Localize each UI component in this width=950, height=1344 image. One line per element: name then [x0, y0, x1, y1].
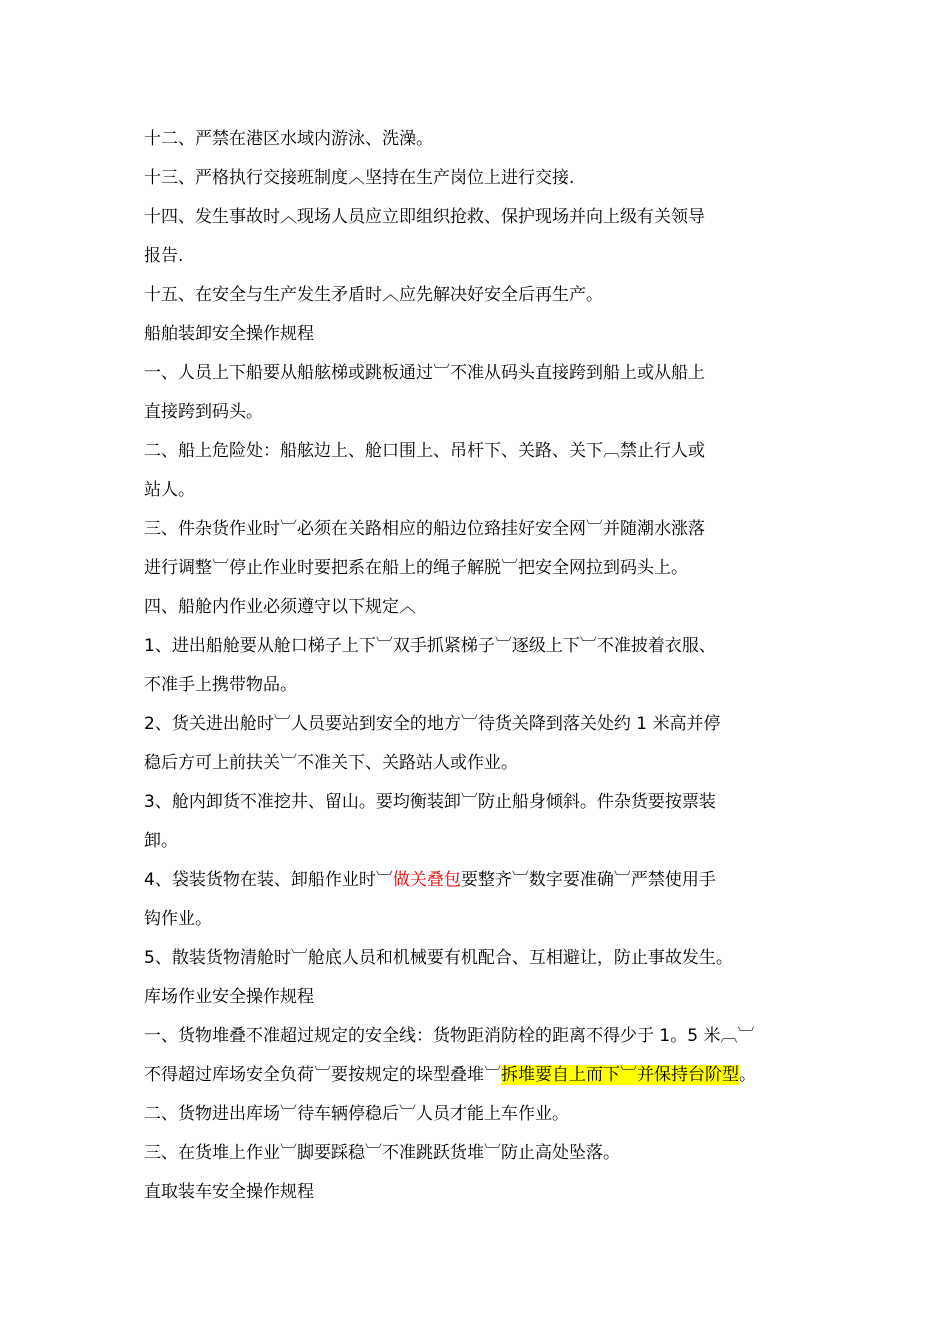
text-line: 进行调整︺停止作业时要把系在船上的绳子解脱︺把安全网拉到码头上。	[144, 558, 688, 578]
text-line: 十三、严格执行交接班制度︿坚持在生产岗位上进行交接.	[144, 168, 575, 188]
text-line: 钩作业。	[144, 909, 212, 929]
text-line: 5、散装货物清舱时︺舱底人员和机械要有机配合、互相避让，防止事故发生。	[144, 948, 733, 968]
text-line: 稳后方可上前扶关︺不准关下、关路站人或作业。	[144, 753, 518, 773]
text-line: 十二、严禁在港区水域内游泳、洗澡。	[144, 129, 433, 149]
text-line: 十四、发生事故时︿现场人员应立即组织抢救、保护现场并向上级有关领导	[144, 207, 705, 227]
text-line: 二、船上危险处：船舷边上、舱口围上、吊杆下、关路、关下︹禁止行人或	[144, 441, 705, 461]
highlighted-text: 拆堆要自上而下︺并保持台阶型	[501, 1065, 739, 1085]
section-heading: 船舶装卸安全操作规程	[144, 324, 314, 344]
section-heading: 直取装车安全操作规程	[144, 1182, 314, 1202]
text-line: 站人。	[144, 480, 195, 500]
text-line: 直接跨到码头。	[144, 402, 263, 422]
text-line: 十五、在安全与生产发生矛盾时︿应先解决好安全后再生产。	[144, 285, 603, 305]
text-line: 卸。	[144, 831, 178, 851]
text-line: 报告.	[144, 246, 184, 266]
text-line: 一、货物堆叠不准超过规定的安全线：货物距消防栓的距离不得少于 1。5 米︹︺	[144, 1026, 755, 1046]
red-emphasis-text: 做关叠包	[392, 870, 461, 890]
text-segment: 4、袋装货物在装、卸船作业时︺	[144, 870, 393, 890]
text-line: 三、在货堆上作业︺脚要踩稳︺不准跳跃货堆︺防止高处坠落。	[144, 1143, 620, 1163]
text-segment: 要整齐︺数字要准确︺严禁使用手	[460, 870, 716, 890]
text-segment: 不得超过库场安全负荷︺要按规定的垛型叠堆︺	[144, 1065, 501, 1085]
text-line-with-red-text	[144, 869, 864, 891]
text-line-with-highlight	[144, 1064, 864, 1086]
text-segment: 。	[739, 1065, 756, 1085]
text-line: 不准手上携带物品。	[144, 675, 297, 695]
section-heading: 库场作业安全操作规程	[144, 987, 314, 1007]
text-line: 1、进出船舱要从舱口梯子上下︺双手抓紧梯子︺逐级上下︺不准披着衣服、	[144, 636, 716, 656]
text-line: 一、人员上下船要从船舷梯或跳板通过︺不准从码头直接跨到船上或从船上	[144, 363, 705, 383]
text-line: 2、货关进出舱时︺人员要站到安全的地方︺待货关降到落关处约 1 米高并停	[144, 714, 721, 734]
text-line: 四、船舱内作业必须遵守以下规定︿	[144, 597, 416, 617]
text-line: 三、件杂货作业时︺必须在关路相应的船边位臵挂好安全网︺并随潮水涨落	[144, 519, 705, 539]
text-line: 3、舱内卸货不准挖井、留山。要均衡装卸︺防止船身倾斜。件杂货要按票装	[144, 792, 716, 812]
text-line: 二、货物进出库场︺待车辆停稳后︺人员才能上车作业。	[144, 1104, 569, 1124]
